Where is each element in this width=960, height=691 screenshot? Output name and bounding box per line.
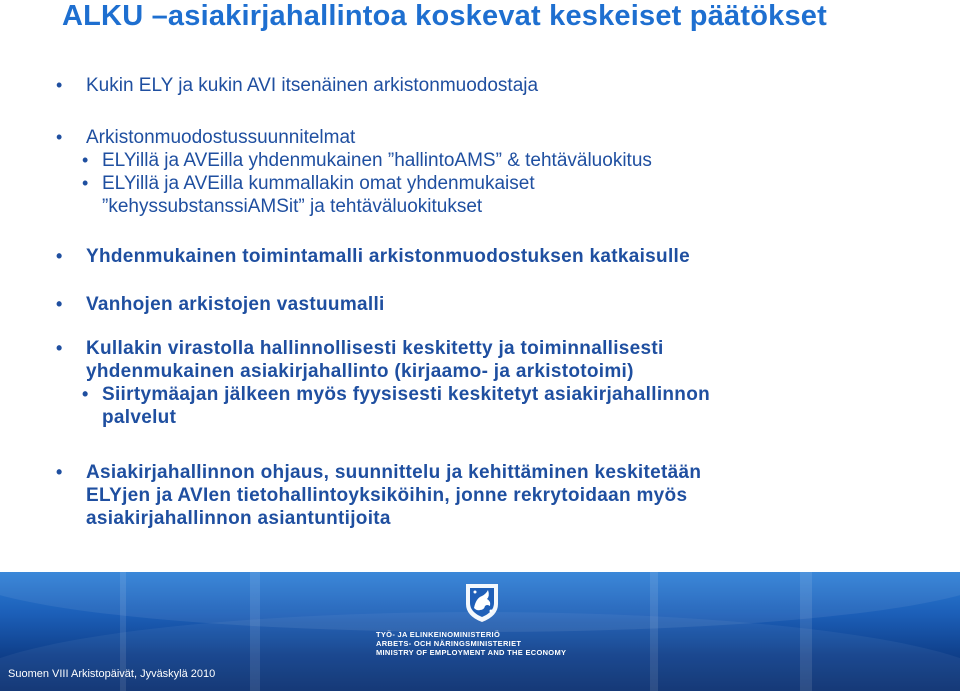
bullet-item <box>56 74 936 97</box>
bullet-dot-icon: • <box>56 338 63 358</box>
bullet-text: Asiakirjahallinnon ohjaus, suunnittelu ja kehittäminen keskitetään <box>86 462 702 483</box>
bullet-dot-icon: • <box>56 462 63 482</box>
sub-bullet-item <box>56 149 936 172</box>
bullet-dot-icon: • <box>56 75 63 95</box>
bullet-dot-icon: • <box>56 294 63 314</box>
bullet-dot-icon: • <box>82 150 89 170</box>
ministry-name-en: MINISTRY OF EMPLOYMENT AND THE ECONOMY <box>376 648 567 657</box>
ministry-name-sv: ARBETS- OCH NÄRINGSMINISTERIET <box>376 639 522 648</box>
bullet-text: Yhdenmukainen toimintamalli arkistonmuodostuksen katkaisulle <box>86 246 690 267</box>
footer-stripe-decoration <box>250 572 260 691</box>
bullet-text-continued: asiakirjahallinnon asiantuntijoita <box>86 508 391 529</box>
slide-title: ALKU –asiakirjahallintoa koskevat keskeiset päätökset <box>62 0 827 32</box>
lion-crest-icon <box>460 580 504 624</box>
footer-banner <box>0 572 960 691</box>
bullet-item <box>56 337 936 383</box>
footer-stripe-decoration <box>650 572 658 691</box>
sub-bullet-text: Siirtymäajan jälkeen myös fyysisesti keskitetyt asiakirjahallinnon <box>102 384 711 405</box>
bullet-item <box>56 126 936 149</box>
bullet-item <box>56 245 936 268</box>
sub-bullet-item <box>56 172 936 218</box>
sub-bullet-text: ELYillä ja AVEilla yhdenmukainen ”hallintoAMS” & tehtäväluokitus <box>102 150 652 171</box>
sub-bullet-text-continued: ”kehyssubstanssiAMSit” ja tehtäväluokitukset <box>102 196 483 217</box>
bullet-dot-icon: • <box>82 173 89 193</box>
ministry-logo-text <box>376 630 616 657</box>
sub-bullet-item <box>56 383 936 429</box>
footer-stripe-decoration <box>800 572 812 691</box>
bullet-text: Arkistonmuodostussuunnitelmat <box>86 127 356 148</box>
sub-bullet-text: ELYillä ja AVEilla kummallakin omat yhdenmukaiset <box>102 173 535 194</box>
event-footnote: Suomen VIII Arkistopäivät, Jyväskylä 2010 <box>8 668 216 680</box>
bullet-item <box>56 293 936 316</box>
bullet-text: Kukin ELY ja kukin AVI itsenäinen arkistonmuodostaja <box>86 75 539 96</box>
bullet-dot-icon: • <box>56 127 63 147</box>
bullet-list <box>56 74 936 530</box>
bullet-text: Vanhojen arkistojen vastuumalli <box>86 294 385 315</box>
bullet-text: Kullakin virastolla hallinnollisesti keskitetty ja toiminnallisesti <box>86 338 664 359</box>
bullet-text-continued: ELYjen ja AVIen tietohallintoyksiköihin, jonne rekrytoidaan myös <box>86 485 688 506</box>
bullet-dot-icon: • <box>82 384 89 404</box>
ministry-name-fi: TYÖ- JA ELINKEINOMINISTERIÖ <box>376 630 501 639</box>
sub-bullet-text-continued: palvelut <box>102 407 177 428</box>
bullet-item <box>56 461 936 530</box>
bullet-text-continued: yhdenmukainen asiakirjahallinto (kirjaamo- ja arkistotoimi) <box>86 361 634 382</box>
bullet-dot-icon: • <box>56 246 63 266</box>
